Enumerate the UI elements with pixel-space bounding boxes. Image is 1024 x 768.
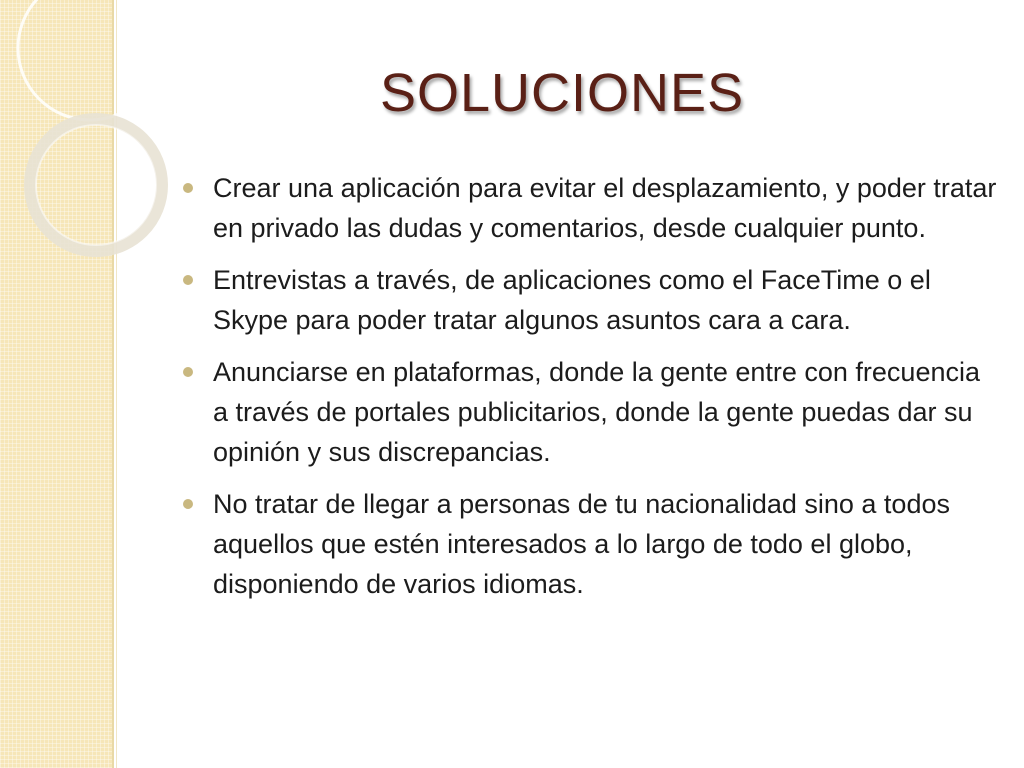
bullet-text: Anunciarse en plataformas, donde la gente entre con frecuencia a través de portales publicitarios, donde la gente puedas dar su opinión y sus discrepancias. xyxy=(213,357,980,467)
bullet-item xyxy=(180,168,1000,248)
bullet-text: Crear una aplicación para evitar el desplazamiento, y poder tratar en privado las dudas y comentarios, desde cualquier punto. xyxy=(213,173,997,243)
bullet-dot-icon xyxy=(183,499,193,509)
bullet-dot-icon xyxy=(183,275,193,285)
decorative-circle-ring xyxy=(30,119,162,251)
decorative-circle-large xyxy=(18,0,162,120)
bullet-item xyxy=(180,484,1000,604)
bullet-text: Entrevistas a través, de aplicaciones como el FaceTime o el Skype para poder tratar algunos asuntos cara a cara. xyxy=(213,265,931,335)
bullet-text: No tratar de llegar a personas de tu nacionalidad sino a todos aquellos que estén interesados a lo largo de todo el globo, disponiendo de varios idiomas. xyxy=(213,489,950,599)
decorative-circle-ring-inner xyxy=(36,125,156,245)
bullet-list xyxy=(180,168,1000,616)
bullet-item xyxy=(180,352,1000,472)
bullet-item xyxy=(180,260,1000,340)
bullet-dot-icon xyxy=(183,183,193,193)
bullet-dot-icon xyxy=(183,367,193,377)
decorative-circles xyxy=(0,0,200,300)
slide-title: SOLUCIONES xyxy=(380,63,745,123)
